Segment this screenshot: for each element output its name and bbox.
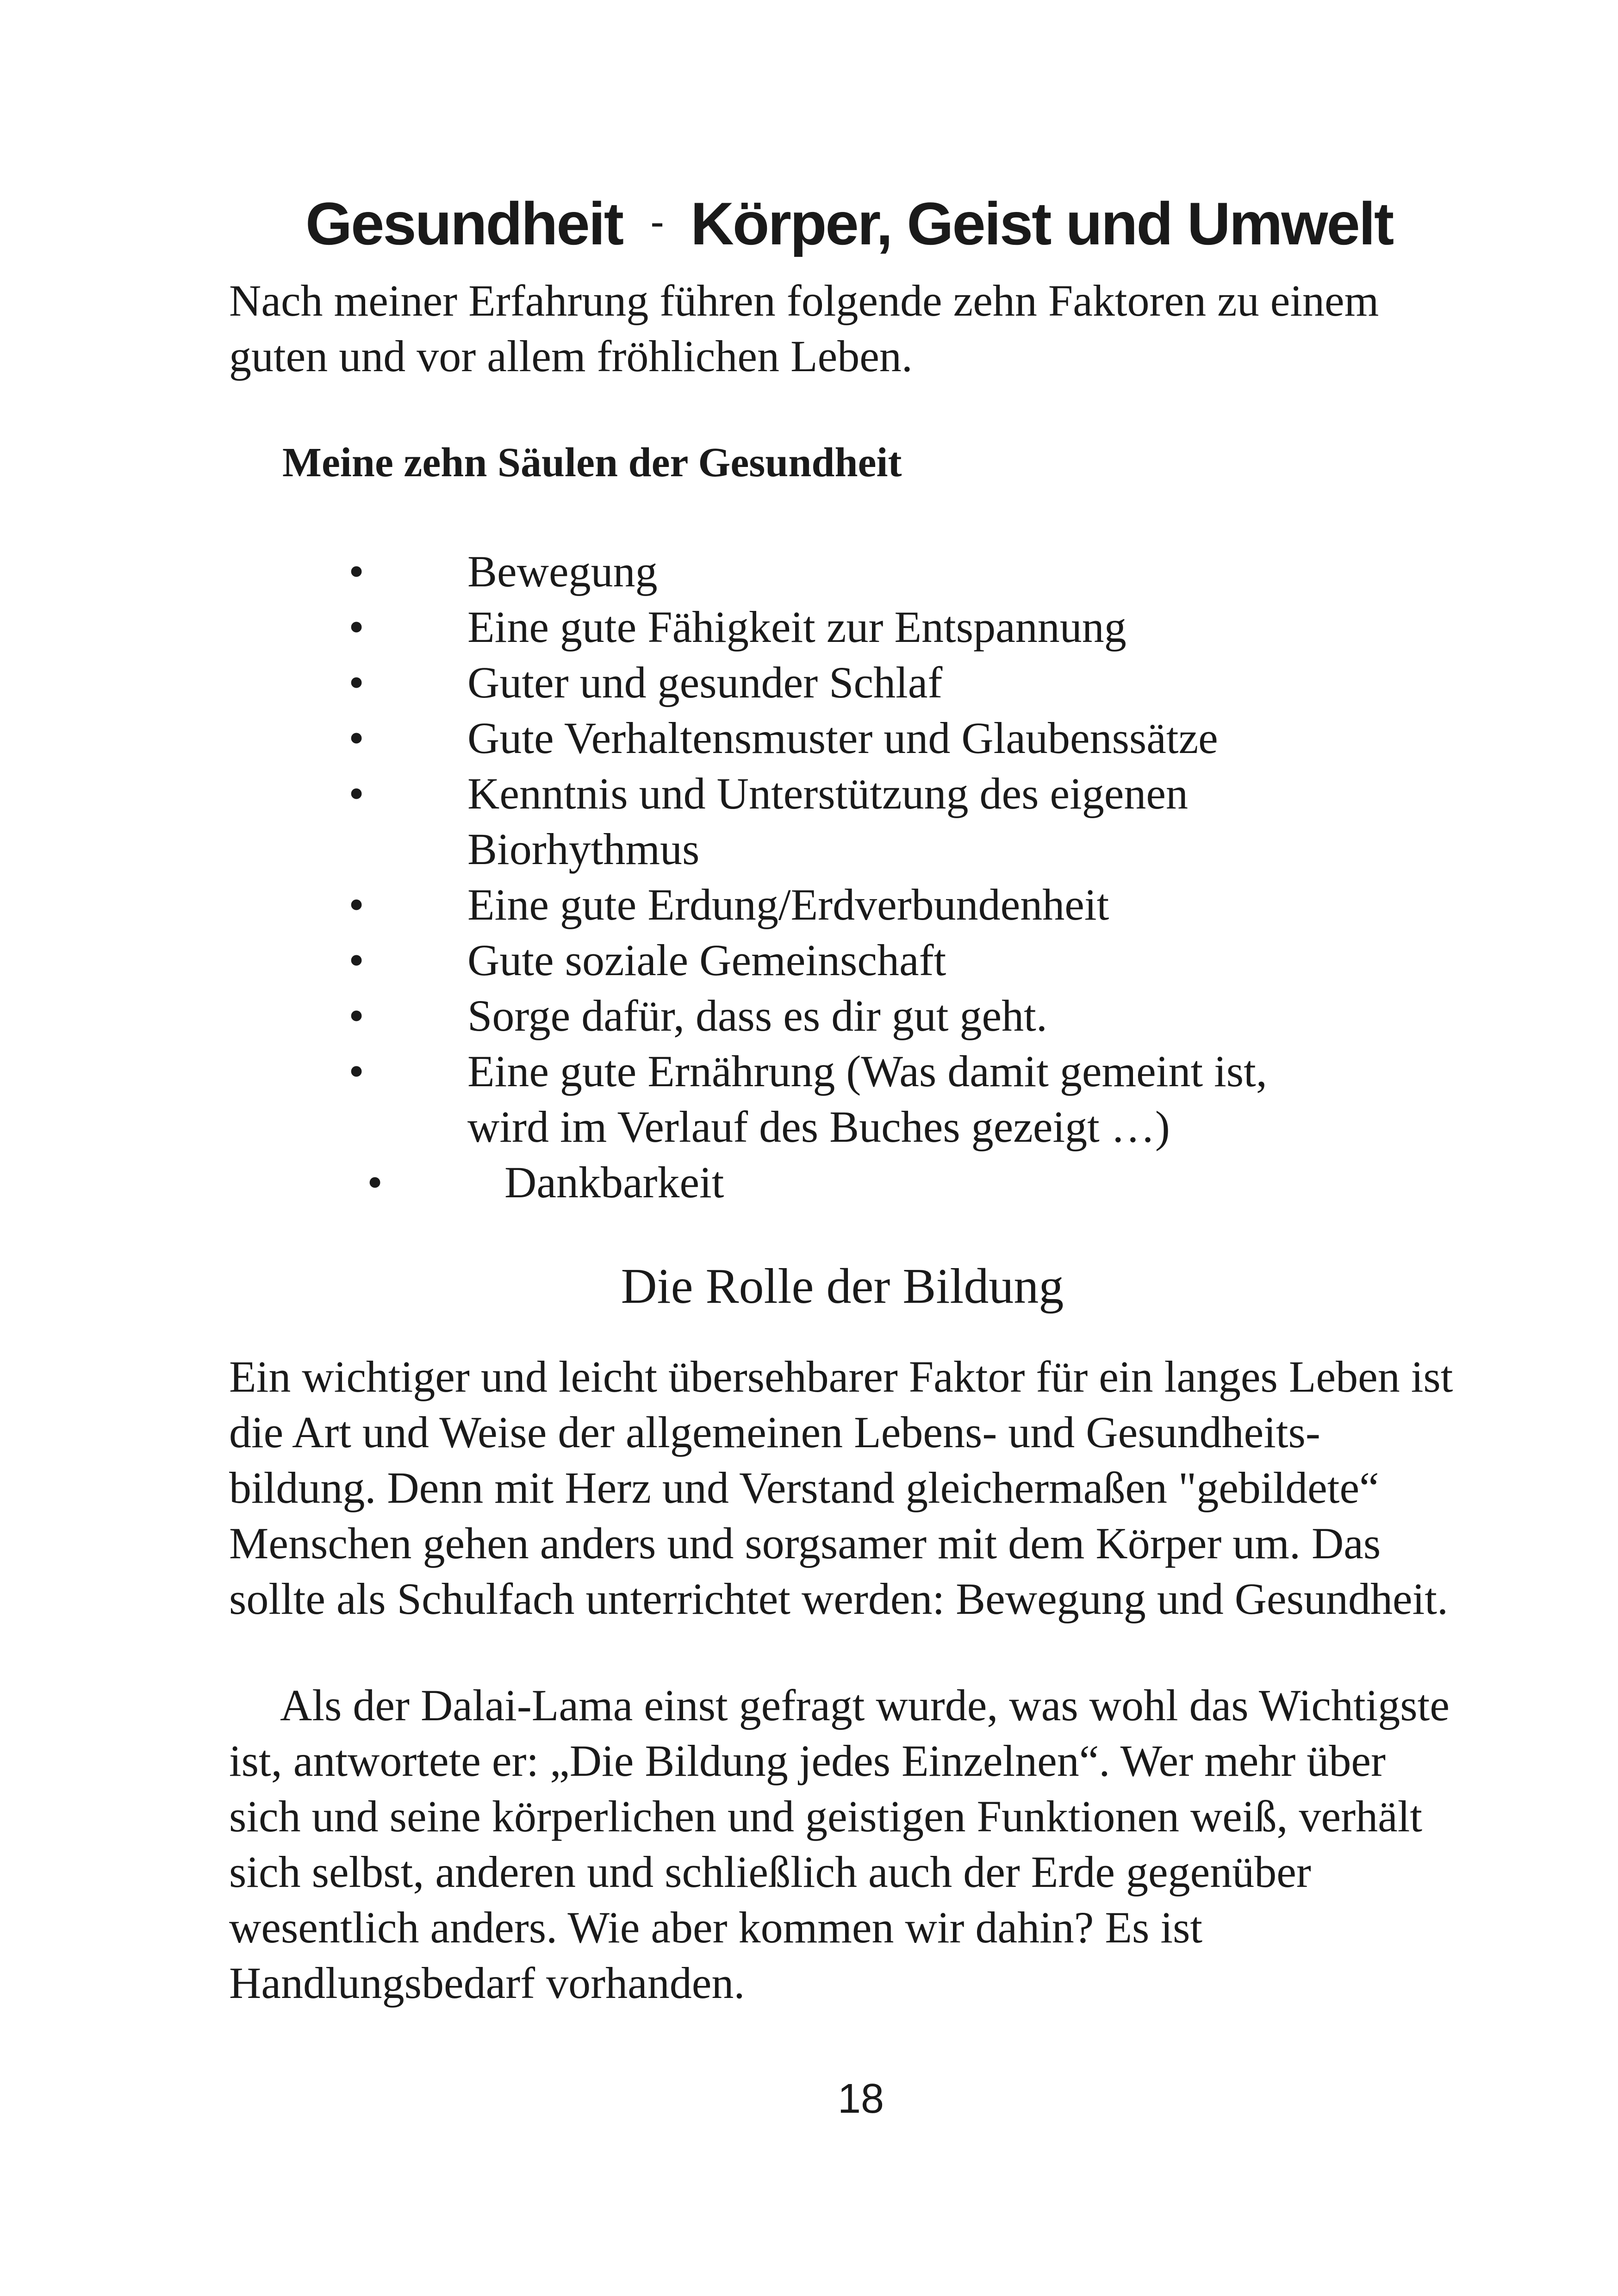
list-item-text: Gute soziale Gemeinschaft bbox=[467, 935, 946, 985]
paragraph-line: sich selbst, anderen und schließlich auch der Erde gegenüber bbox=[229, 1847, 1311, 1897]
list-item-text bbox=[467, 1044, 1267, 1155]
bullet-icon: • bbox=[348, 880, 364, 929]
bullet-icon: • bbox=[348, 769, 364, 818]
paragraph-line: Handlungsbedarf vorhanden. bbox=[229, 1958, 745, 2008]
list-item-text: Gute Verhaltensmuster und Glaubenssätze bbox=[467, 713, 1218, 763]
bullet-icon: • bbox=[348, 713, 364, 763]
list-item bbox=[0, 544, 1618, 599]
list-item bbox=[0, 655, 1618, 710]
paragraph-dalai-lama bbox=[229, 1678, 1469, 2011]
page-number: 18 bbox=[837, 2076, 884, 2122]
paragraph-line: bildung. Denn mit Herz und Verstand gleichermaßen "gebildete“ bbox=[229, 1463, 1379, 1512]
paragraph-line: sich und seine körperlichen und geistigen Funktionen weiß, verhält bbox=[229, 1792, 1423, 1841]
list-item-line: Eine gute Ernährung (Was damit gemeint ist, bbox=[467, 1046, 1267, 1096]
list-item bbox=[0, 599, 1618, 655]
paragraph-line: die Art und Weise der allgemeinen Lebens- und Gesundheits- bbox=[229, 1407, 1320, 1457]
intro-line: Nach meiner Erfahrung führen folgende zehn Faktoren zu einem bbox=[229, 276, 1379, 325]
list-item-text: Guter und gesunder Schlaf bbox=[467, 658, 943, 707]
pillars-list bbox=[0, 544, 1618, 1210]
bullet-icon: • bbox=[348, 602, 364, 652]
list-item-text bbox=[467, 766, 1188, 877]
page-title-dash: - bbox=[650, 199, 663, 245]
list-item bbox=[0, 1155, 1618, 1210]
list-item bbox=[0, 933, 1618, 988]
page-title-right: Körper, Geist und Umwelt bbox=[691, 190, 1393, 257]
bullet-icon: • bbox=[348, 547, 364, 596]
paragraph-line: Menschen gehen anders und sorgsamer mit dem Körper um. Das bbox=[229, 1518, 1381, 1568]
list-item-text: Eine gute Erdung/Erdverbundenheit bbox=[467, 880, 1109, 929]
paragraph-line: ist, antwortete er: „Die Bildung jedes Einzelnen“. Wer mehr über bbox=[229, 1736, 1386, 1786]
paragraph-line: Als der Dalai-Lama einst gefragt wurde, was wohl das Wichtigste bbox=[280, 1680, 1450, 1730]
list-item bbox=[0, 766, 1618, 877]
bullet-icon: • bbox=[348, 935, 364, 985]
intro-paragraph bbox=[229, 273, 1469, 384]
page-title bbox=[305, 185, 1416, 261]
list-item bbox=[0, 988, 1618, 1044]
list-item-line: Kenntnis und Unterstützung des eigenen bbox=[467, 769, 1188, 818]
bullet-icon: • bbox=[367, 1157, 383, 1207]
list-item bbox=[0, 1044, 1618, 1155]
paragraph-line: sollte als Schulfach unterrichtet werden: Bewegung und Gesundheit. bbox=[229, 1574, 1448, 1624]
bullet-icon: • bbox=[348, 658, 364, 707]
paragraph-line: wesentlich anders. Wie aber kommen wir dahin? Es ist bbox=[229, 1903, 1203, 1952]
pillars-heading: Meine zehn Säulen der Gesundheit bbox=[282, 440, 902, 485]
bullet-icon: • bbox=[348, 991, 364, 1040]
paragraph-line: Ein wichtiger und leicht übersehbarer Faktor für ein langes Leben ist bbox=[229, 1352, 1453, 1401]
paragraph-education bbox=[229, 1349, 1469, 1627]
list-item bbox=[0, 710, 1618, 766]
intro-line: guten und vor allem fröhlichen Leben. bbox=[229, 331, 913, 381]
list-item-line: Biorhythmus bbox=[467, 824, 700, 874]
list-item-text: Sorge dafür, dass es dir gut geht. bbox=[467, 991, 1047, 1040]
list-item-text: Bewegung bbox=[467, 547, 658, 596]
list-item-text: Dankbarkeit bbox=[504, 1157, 724, 1207]
list-item-text: Eine gute Fähigkeit zur Entspannung bbox=[467, 602, 1126, 652]
list-item-line: wird im Verlauf des Buches gezeigt …) bbox=[467, 1102, 1170, 1151]
list-item bbox=[0, 877, 1618, 933]
section-title: Die Rolle der Bildung bbox=[621, 1259, 1064, 1314]
page-title-left: Gesundheit bbox=[305, 190, 623, 257]
bullet-icon: • bbox=[348, 1046, 364, 1096]
